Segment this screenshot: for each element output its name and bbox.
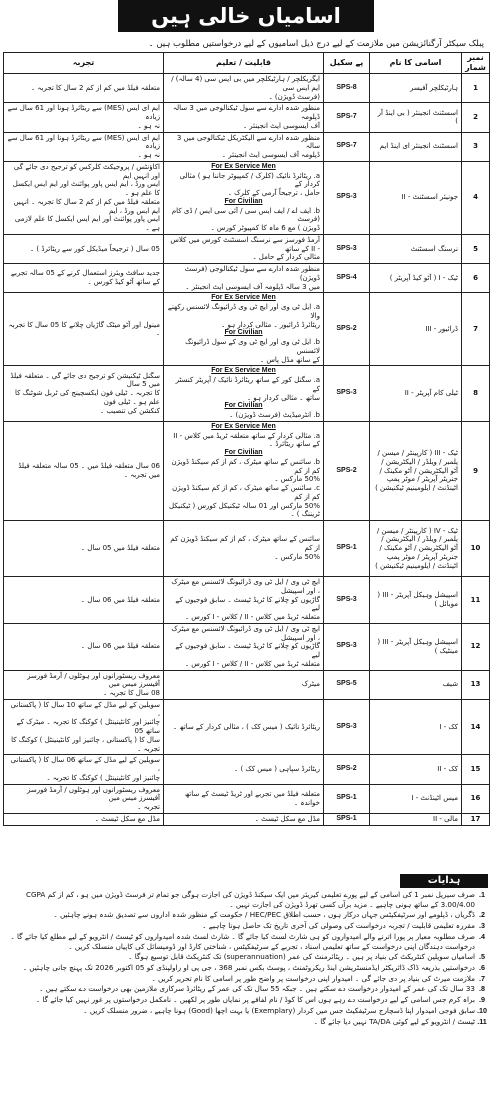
serial-cell: 10 [462,521,490,577]
pay-scale-cell: SPS-2 [324,755,370,784]
ex-service-men-heading: For Ex Service Men [211,162,276,170]
ex-service-men-heading: For Ex Service Men [211,422,276,430]
instruction-item [3,974,489,984]
table-row [4,366,490,422]
qual-line: ڈپلومہ آف ایسوسی ایٹ انجینئر ۔ [221,151,320,159]
header-scale: پے سکیل [324,53,370,74]
qualification-cell [164,784,324,813]
pay-scale-cell: SPS-3 [324,577,370,624]
qualification-cell [164,623,324,670]
instruction-item [3,952,489,962]
pay-scale-cell: SPS-1 [324,784,370,813]
exp-line: متعلقہ فیلڈ میں 06 سال ۔ [80,595,160,604]
qual-line: منظور شدہ ادارے سے سول ٹیکنالوجی میں 3 سالہ ڈپلومہ [172,104,320,121]
post-name-cell: ہارٹیکلچر آفیسر [370,74,462,103]
table-row [4,132,490,161]
experience-cell [4,234,164,263]
experience-cell [4,421,164,520]
post-name-cell: اسپیشل وہیکل آپریٹر - III ( مینٹیک ) [370,623,462,670]
pay-scale-cell: SPS-3 [324,161,370,234]
exp-line: ایس پاور پوائنٹ اور ایم ایس ایکسل کا علم لازمی ہے ۔ [14,215,160,232]
qualification-cell [164,103,324,132]
serial-cell: 7 [462,293,490,366]
experience-cell [4,755,164,784]
header-post: اسامی کا نام [370,53,462,74]
qual2-line: c. سائنس کے ساتھ میٹرک ، کم از کم سیکنڈ ڈویژن کم از کم [172,484,320,501]
serial-cell: 9 [462,421,490,520]
qualification-cell [164,366,324,422]
exp-line: متعلقہ فیلڈ میں کم از کم 2 سال کا تجربہ ۔ انہیں ایم ایس ورڈ ، ایم [13,197,160,215]
serial-cell: 1 [462,74,490,103]
table-row [4,293,490,366]
intro-text: پبلک سیکٹر آرگنائزیشن میں ملازمت کے لیے درج ذیل اسامیوں کے لیے درخواستیں مطلوب ہیں ۔ [148,39,484,49]
table-row [4,813,490,825]
table-header-row [4,53,490,74]
serial-cell: 14 [462,699,490,755]
qual-line: ریٹائرڈ نائیک ( میس کک ) ، مثالی کردار کے ساتھ ۔ [173,722,320,731]
serial-cell: 6 [462,264,490,293]
serial-cell: 16 [462,784,490,813]
post-name-cell: اسسٹنٹ انجینئر ای اینڈ ایم [370,132,462,161]
exp-line: کا تجربہ ۔ ٹیلی فون ایکسچینج کی ٹربل شوٹنگ کا علم ہو ۔ ٹیلی فون [14,389,160,406]
qual2-line: b. سائنس کے ساتھ میٹرک ، کم از کم سیکنڈ ڈویژن کم از کم [171,457,320,475]
experience-cell [4,577,164,624]
post-name-cell: ٹیک - III ( کارپینٹر / میسن / پلمبر / ویلڈر / الیکٹریشن / آٹو الیکٹریشن / آٹو مکینک / جنریٹر آپریٹر / موٹر پمپ اٹینڈنٹ / ایلومینیم ٹیکنیشن ) [370,421,462,520]
instruction-number: 7. [479,973,485,983]
table-row [4,623,490,670]
serial-cell: 5 [462,234,490,263]
qual-line: متعلقہ فیلڈ میں تجربے اور ٹریڈ ٹیسٹ کے ساتھ خواندہ ۔ [184,789,320,807]
instruction-number: 5. [479,952,485,962]
qual-line: سائنس کے ساتھ میٹرک ، کم از کم سیکنڈ ڈویژن کم از کم [170,535,320,553]
instruction-number: 4. [479,931,485,941]
exp-line: متعلقہ فیلڈ میں 06 سال ۔ [80,642,160,651]
experience-cell [4,132,164,161]
post-name-cell: ٹیلی کام آپریٹر - II [370,366,462,422]
table-row [4,74,490,103]
pay-scale-cell: SPS-7 [324,103,370,132]
experience-cell [4,813,164,825]
exp-line: ایس ورڈ ، ایم ایس پاور پوائنٹ اور ایم ایس ایکسل کا علم ہو ۔ [12,180,160,197]
experience-cell [4,784,164,813]
qual-line: متعلقہ ٹریڈ میں کلاس - II / کلاس - I کورس ۔ [184,659,320,668]
experience-cell [4,293,164,366]
exp-line: معروف ریسٹورانوں اور ہوٹلوں / آرمڈ فورسز آفیسرز میس میں [27,671,160,689]
qual-line: ایچ ٹی وی / ایل ٹی وی ڈرائیونگ لائسنس مع میٹرک ، اور اسپیشل [171,624,320,642]
instruction-number: 1. [479,890,485,899]
qual-line: ریٹائرڈ ڈرائیور ۔ مثالی کردار ہو ۔ [221,320,320,329]
exp-line: 05 سال ( ترجیحاً میڈیکل کور سے ریٹائرڈ ) ۔ [30,244,160,253]
qual-line: میٹرک [301,680,320,689]
instruction-text: 33 سال تک کی عمر کے امیدوار درخواست دے سکتے ہیں ۔ جبکہ 55 سال تک کی عمر کے ریٹائرڈ سرکاری ملازمین بھی درخواست دے سکتے ہیں ۔ [39,984,475,994]
pay-scale-cell: SPS-4 [324,264,370,293]
pay-scale-cell: SPS-1 [324,813,370,825]
qual-line: میں 3 سالہ ڈپلومہ آف ایسوسی ایٹ انجینئر ۔ [185,282,320,291]
table-row [4,521,490,577]
exp-line: متعلقہ فیلڈ میں 05 سال ۔ [80,544,160,553]
experience-cell [4,699,164,755]
qual-line: آف ایسوسی ایٹ انجینئر ۔ [242,121,320,130]
instruction-number: 11. [477,1016,487,1026]
exp-line: تجربہ ۔ [137,803,160,811]
qual2-line: b. ایل ٹی وی اور ایچ ٹی وی کے سول ڈرائیونگ لائسنس [185,338,320,355]
ex-service-men-heading: For Ex Service Men [211,294,276,302]
qualification-cell [164,670,324,699]
civilian-heading: For Civilian [224,402,263,410]
table-row [4,421,490,520]
pay-scale-cell: SPS-1 [324,521,370,577]
qual-line: گاڑیوں کو چلانے کا ٹریڈ ٹیسٹ ۔ سابق فوجیوں کے لیے [175,642,320,659]
instructions-list [3,890,489,1027]
table-row [4,234,490,263]
qualification-cell [164,577,324,624]
serial-cell: 11 [462,577,490,624]
qual-line: 50% مارکس ۔ [274,552,320,561]
qual-line: آرمڈ فورسز سے نرسنگ اسسٹنٹ کورس میں کلاس - II کے ساتھ [170,235,320,253]
table-body [4,74,490,826]
qual-line: a. ایل ٹی وی اور ایچ ٹی وی ڈرائیونگ لائسنس رکھنے والا [167,303,320,320]
qual-line: مثالی کردار کے حامل ۔ [252,253,320,262]
pay-scale-cell: SPS-5 [324,670,370,699]
qual2-line: کے ساتھ مڈل پاس ۔ [260,355,320,364]
instruction-text: صرف سیریل نمبر 1 کی اسامی کے لیے پورے تعلیمی کیریئر میں ایک سیکنڈ ڈویژن کی اجازت ہوگی جو تمام تر فرسٹ ڈویژن میں ہو ، کم از کم CGPA 3.00/4.00 کے ساتھ ہونی چاہیے ۔ مزید برآں کسی تھرڈ ڈویژن کی اجازت نہیں ۔ [25,890,475,909]
experience-cell [4,264,164,293]
vacancies-banner: اسامیاں خالی ہیں [118,0,374,32]
exp-line: کنکشن کی تنصیب ۔ [100,406,160,415]
qual-line: (فرسٹ ڈویژن) ۔ [268,92,320,101]
header-qualification: قابلیت / تعلیم [164,53,324,74]
instruction-text: ڈگریاں ، ڈپلومے اور سرٹیفکیٹس جہاں درکار ہوں ، حسب اطلاق HEC/PEC / حکومت کے منظور شدہ اداروں سے تصدیق شدہ ہونے چاہئیں ۔ [53,910,475,920]
qual2-line: 50% مارکس ۔ [274,475,320,484]
exp-line: 08 سال کا تجربہ ۔ [103,689,160,697]
table-row [4,699,490,755]
qual2-line: ڈویژن ) مع 6 ماہ کا کمپیوٹر کورس ۔ [210,224,320,232]
instruction-text: براہ کرم جس اسامی کے لیے درخواست دے رہے ہوں اس کا کوڈ / نام لفافے پر نمایاں طور پر لکھیں ۔ نامکمل درخواستوں پر غور نہیں کیا جائے گا ۔ [35,995,475,1005]
experience-cell [4,623,164,670]
instruction-text: مقررہ تعلیمی قابلیت / تجربہ درخواست کی وصولی کی آخری تاریخ تک حاصل ہونا چاہیے ۔ [202,921,475,931]
pay-scale-cell: SPS-8 [324,74,370,103]
post-name-cell: اسسٹنٹ انجینئر ( بی اینڈ آر ) [370,103,462,132]
qualification-cell [164,699,324,755]
qualification-cell [164,755,324,784]
table-row [4,755,490,784]
pay-scale-cell: SPS-3 [324,234,370,263]
qual-line: متعلقہ ٹریڈ میں کلاس - II / کلاس - I کورس ۔ [184,613,320,621]
qual-line: a. سگنل کور کے ساتھ ریٹائرڈ نائیک / آپریٹر کنسٹر کے [175,376,320,393]
exp-line: ایم ای ایس (MES) سے ریٹائرڈ ہونا اور 61 سال سے زیادہ [7,104,160,121]
instruction-number: 3. [479,921,485,931]
exp-line: متعلقہ فیلڈ میں کم از کم 2 سال کا تجربہ ۔ [31,83,160,92]
post-name-cell: ٹیک - I ( آٹو کیڈ آپریٹر ) [370,264,462,293]
exp-line: چائنیز اور کانٹینینٹل ) کوکنگ کا تجربہ ۔ میٹرک کے ساتھ 05 [16,718,160,735]
instruction-number: 10. [477,1005,487,1015]
qualification-cell [164,132,324,161]
qualification-cell [164,264,324,293]
exp-line: سویلین کے لیے مڈل کے ساتھ 10 سال کا ( پاکستانی ، [10,700,160,718]
exp-line: معروف ریسٹورانوں اور ہوٹلوں / آرمڈ فورسز آفیسرز میس میں [27,785,160,803]
serial-cell: 15 [462,755,490,784]
instruction-item [3,984,489,994]
instruction-text: درخواستیں بذریعہ ڈاک ڈائریکٹر ایڈمنسٹریشن اینڈ ریکروٹمنٹ ، پوسٹ بکس نمبر 368 ، جی پی او راولپنڈی کو 05 اکتوبر 2026 تک پہنچ جانی چاہئیں ۔ [22,963,475,973]
instruction-item [3,910,489,920]
experience-cell [4,161,164,234]
table-row [4,784,490,813]
post-name-cell: جونیئر اسسٹنٹ - II [370,161,462,234]
qualification-cell [164,161,324,234]
serial-cell: 8 [462,366,490,422]
pay-scale-cell: SPS-3 [324,366,370,422]
instruction-item [3,1006,489,1016]
qual-line: ایچ ٹی وی / ایل ٹی وی ڈرائیونگ لائسنس مع میٹرک ، اور اسپیشل [171,578,320,595]
qual-line: ساتھ ۔ مثالی کردار ہو ۔ [246,393,320,402]
qualification-cell [164,421,324,520]
pay-scale-cell: SPS-3 [324,699,370,755]
post-name-cell: اسپیشل وہیکل آپریٹر - III ( موبائل ) [370,577,462,624]
header-serial: نمبر شمار [462,53,490,74]
civilian-heading: For Civilian [224,449,263,456]
exp-line: اکاؤنٹس / پروجیکٹ کلرکس کو ترجیح دی جائے گی اور انہیں ایم [13,162,160,180]
instruction-number: 8. [479,984,485,994]
ex-service-men-heading: For Ex Service Men [211,367,276,375]
post-name-cell: نرسنگ اسسٹنٹ [370,234,462,263]
header-experience: تجربہ [4,53,164,74]
post-name-cell: میس اٹینڈنٹ - I [370,784,462,813]
post-name-cell: ٹیک - IV ( کارپینٹر / میسن / پلمبر / ویلڈر / الیکٹریشن / آٹو الیکٹریشن / آٹو مکینک / جنریٹر آپریٹر / موٹر پمپ اٹینڈنٹ / ایلومینیم ٹیکنیشن ) [370,521,462,577]
exp-line: سویلین کے لیے مڈل کے ساتھ 06 سال کا ( پاکستانی ، [10,756,160,773]
post-name-cell: ڈرائیور - III [370,293,462,366]
qual-line: ریٹائرڈ سپاہی ( میس کک ) ۔ [234,765,320,773]
exp-line: نہ ہو ۔ [137,121,160,130]
civilian-heading: For Civilian [224,197,263,205]
pay-scale-cell: SPS-3 [324,623,370,670]
qual-line: ایگریکلچر / ہارٹیکلچر میں بی ایس سی (4 سالہ) / ایم ایس سی [171,75,320,92]
post-name-cell: کک - I [370,699,462,755]
post-name-cell: کک - II [370,755,462,784]
exp-line: ایم ای ایس (MES) سے ریٹائرڈ ہونا اور 61 سال سے زیادہ [7,133,160,151]
experience-cell [4,670,164,699]
qual-line: منظور شدہ ادارے سے الیکٹریکل ٹیکنالوجی میں 3 سالہ [176,133,320,151]
instructions-title: ہدایات [400,874,488,888]
experience-cell [4,366,164,422]
table-row [4,670,490,699]
instruction-text: صرف مطلوبہ معیار پر پورا اترنے والے امیدواروں کو ہی شارٹ لسٹ کیا جائے گا ۔ شارٹ لسٹ شدہ امیدواروں کو ٹیسٹ / انٹرویو کے لیے مطلع کیا جائے گا ۔ درخواست دہندگان اپنی درخواست کے ساتھ تعلیمی اسناد ، تجربے کے سرٹیفکیٹس ، شناختی کارڈ اور ڈومیسائل کی کاپیاں منسلک کریں ۔ [10,931,475,951]
instruction-number: 6. [479,963,485,973]
post-name-cell: مالی - II [370,813,462,825]
exp-line: سال کا ( پاکستانی ، چائنیز اور کانٹینینٹل ) کوکنگ کا تجربہ ۔ [11,735,160,753]
exp-line: مینول اور آٹو میٹک گاڑیاں چلانے کا 05 سال کا تجربہ ۔ [8,320,160,338]
qualification-cell [164,293,324,366]
exp-line: 06 سال متعلقہ فیلڈ میں ۔ 05 سالہ متعلقہ فیلڈ میں تجربہ ۔ [18,462,160,479]
table-row [4,264,490,293]
serial-cell: 13 [462,670,490,699]
instruction-text: اسامیاں سویلین کنٹریکٹ کی بنیاد پر ہیں ۔ ریٹائرمنٹ کی عمر (superannuation) تک کنٹریکٹ قابل توسیع ہوگا ۔ [128,952,475,962]
qual2-line: b. ایف اے / ایف ایس سی / آئی سی ایس / ڈی کام (فرسٹ [171,206,320,224]
experience-cell [4,74,164,103]
exp-line: سگنل ٹیکنیشن کو ترجیح دی جائے گی ۔ متعلقہ فیلڈ میں 5 سال [10,371,160,389]
serial-cell: 17 [462,813,490,825]
serial-cell: 4 [462,161,490,234]
qual-line: a. ریٹائرڈ نائیک (کلرک / کمپیوٹر جاننا ہو ) مثالی کردار کے [179,171,320,189]
serial-cell: 2 [462,103,490,132]
experience-cell [4,521,164,577]
qual2-line: b. انٹرمیڈیٹ (فرسٹ ڈویژن) ۔ [229,411,320,419]
instruction-item [3,932,489,951]
instruction-number: 2. [479,910,485,920]
exp-line: کے ساتھ آٹو کیڈ کورس ۔ [87,278,160,287]
serial-cell: 3 [462,132,490,161]
instruction-number: 9. [479,995,485,1005]
pay-scale-cell: SPS-7 [324,132,370,161]
instruction-item [3,1017,489,1027]
table-row [4,161,490,234]
qual-line: مڈل مع سکل ٹیسٹ ۔ [254,814,320,823]
exp-line: مڈل مع سکل ٹیسٹ ۔ [94,814,160,823]
table-row [4,103,490,132]
pay-scale-cell: SPS-2 [324,421,370,520]
experience-cell [4,103,164,132]
civilian-heading: For Civilian [224,329,263,337]
instruction-item [3,921,489,931]
instruction-text: ملازمت میرٹ کی بنیاد پر دی جائے گی ۔ امیدوار اپنی درخواست پر واضح طور پر اسامی کا نام تحریر کریں ۔ [151,973,475,983]
table-row [4,577,490,624]
instruction-item [3,890,489,909]
qual2-line: 50% مارکس اور 01 سالہ ٹیکنیکل کورس ( ٹیکنیکل ٹریننگ ) ۔ [169,501,320,519]
qualification-cell [164,521,324,577]
qualification-cell [164,234,324,263]
qual-line: منظور شدہ ادارے سے سول ٹیکنالوجی (فرسٹ ڈویژن) [184,265,320,282]
qualification-cell [164,813,324,825]
instruction-text: ٹیسٹ / انٹرویو کے لیے کوئی TA/DA نہیں دیا جائے گا ۔ [313,1016,475,1026]
exp-line: چائنیز اور کانٹینینٹل ) کوکنگ کا تجربہ ۔ [46,773,160,782]
qual-line: حامل ، ترجیحاً آرمی کے کلرک ۔ [227,189,320,197]
instruction-item [3,963,489,973]
serial-cell: 12 [462,623,490,670]
exp-line: جدید سافٹ ویئرز استعمال کرنے کے 05 سالہ تجربے [10,269,160,278]
vacancies-table [3,52,490,826]
qualification-cell [164,74,324,103]
qual-line: گاڑیوں کو چلانے کا ٹریڈ ٹیسٹ ۔ سابق فوجیوں کے لیے [175,595,320,613]
exp-line: نہ ہو ۔ [137,151,160,159]
pay-scale-cell: SPS-2 [324,293,370,366]
post-name-cell: شیف [370,670,462,699]
instruction-item [3,995,489,1005]
qual-line: a. مثالی کردار کے ساتھ متعلقہ ٹریڈ میں کلاس - II کے ساتھ ریٹائرڈ ۔ [173,431,320,449]
instruction-text: سابق فوجی امیدوار اپنا ڈسچارج سرٹیفکیٹ جس میں کردار (Exemplary) یا بہت اچھا (Good) ہونا چاہیے ، ضرور منسلک کریں ۔ [83,1005,475,1015]
